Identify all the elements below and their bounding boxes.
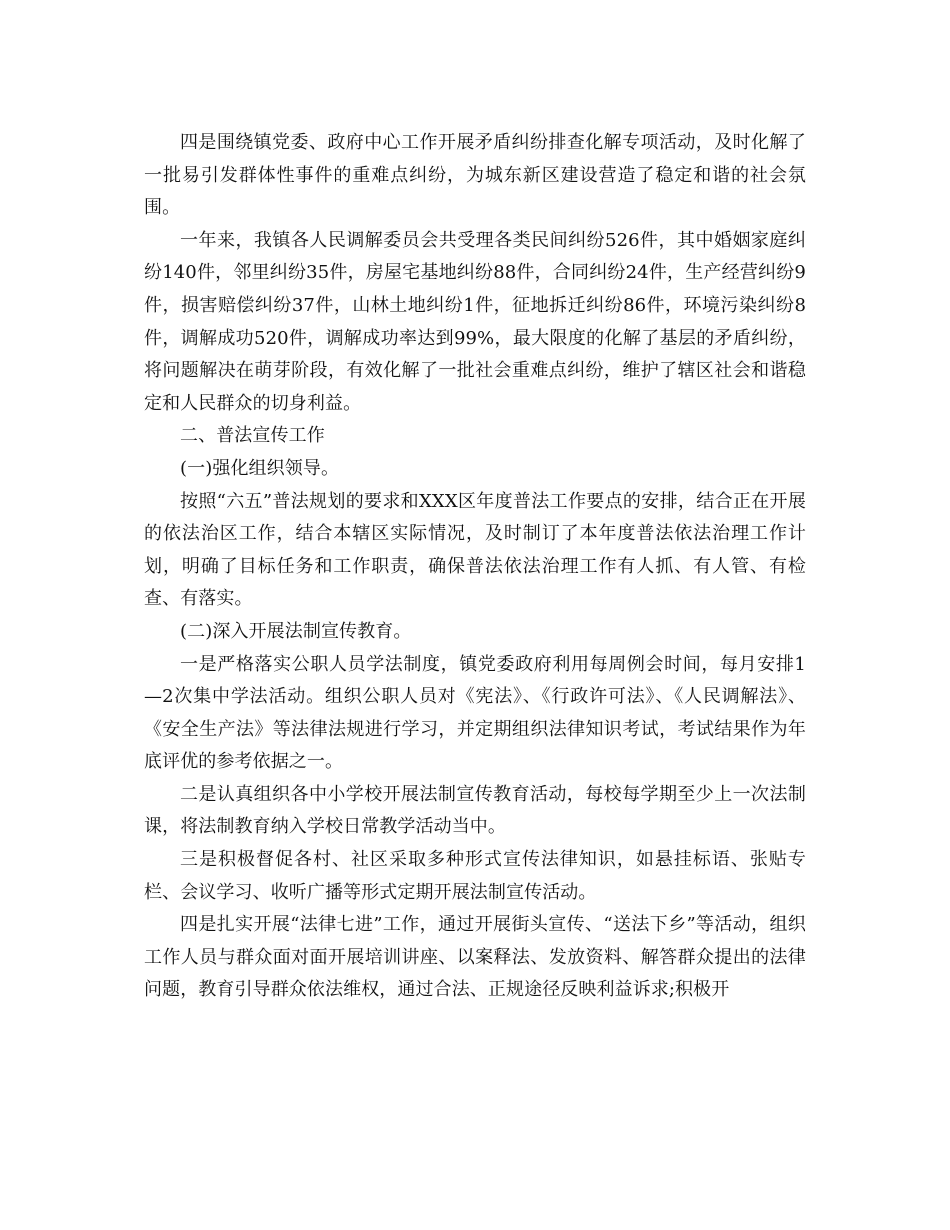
paragraph-work-plan: 按照“六五”普法规划的要求和XXX区年度普法工作要点的安排，结合正在开展的依法治区工作，结合本辖区实际情况，及时制订了本年度普法依法治理工作计划，明确了目标任务和工作职责，确保普法依法治理工作有人抓、有人管、有检查、有落实。	[144, 490, 806, 610]
subheading-legal-education: (二)深入开展法制宣传教育。	[180, 620, 412, 642]
paragraph-dispute-statistics: 一年来，我镇各人民调解委员会共受理各类民间纠纷526件，其中婚姻家庭纠纷140件，邻里纠纷35件，房屋宅基地纠纷88件，合同纠纷24件，生产经营纠纷9件，损害赔偿纠纷37件，山林土地纠纷1件，征地拆迁纠纷86件，环境污染纠纷8件，调解成功520件，调解成功率达到99%，最大限度的化解了基层的矛盾纠纷，将问题解决在萌芽阶段，有效化解了一批社会重难点纠纷，维护了辖区社会和谐稳定和人民群众的切身利益。	[144, 229, 806, 414]
paragraph-law-seven-entries: 四是扎实开展“法律七进”工作，通过开展街头宣传、“送法下乡”等活动，组织工作人员与群众面对面开展培训讲座、以案释法、发放资料、解答群众提出的法律问题，教育引导群众依法维权，通过合法、正规途径反映利益诉求;积极开	[144, 914, 806, 1001]
section-heading-legal-publicity: 二、普法宣传工作	[180, 425, 325, 447]
paragraph-school-education: 二是认真组织各中小学校开展法制宣传教育活动，每校每学期至少上一次法制课，将法制教育纳入学校日常教学活动当中。	[144, 783, 806, 838]
paragraph-staff-study: 一是严格落实公职人员学法制度，镇党委政府利用每周例会时间，每月安排1—2次集中学法活动。组织公职人员对《宪法》、《行政许可法》、《人民调解法》、《安全生产法》等法律法规进行学习，并定期组织法律知识考试，考试结果作为年底评优的参考依据之一。	[144, 653, 806, 773]
document-body	[144, 127, 806, 1007]
paragraph-community-publicity: 三是积极督促各村、社区采取多种形式宣传法律知识，如悬挂标语、张贴专栏、会议学习、收听广播等形式定期开展法制宣传活动。	[144, 849, 806, 903]
paragraph-dispute-special-campaign: 四是围绕镇党委、政府中心工作开展矛盾纠纷排查化解专项活动，及时化解了一批易引发群体性事件的重难点纠纷，为城东新区建设营造了稳定和谐的社会氛围。	[144, 132, 806, 219]
subheading-organization-leadership: (一)强化组织领导。	[180, 457, 340, 479]
